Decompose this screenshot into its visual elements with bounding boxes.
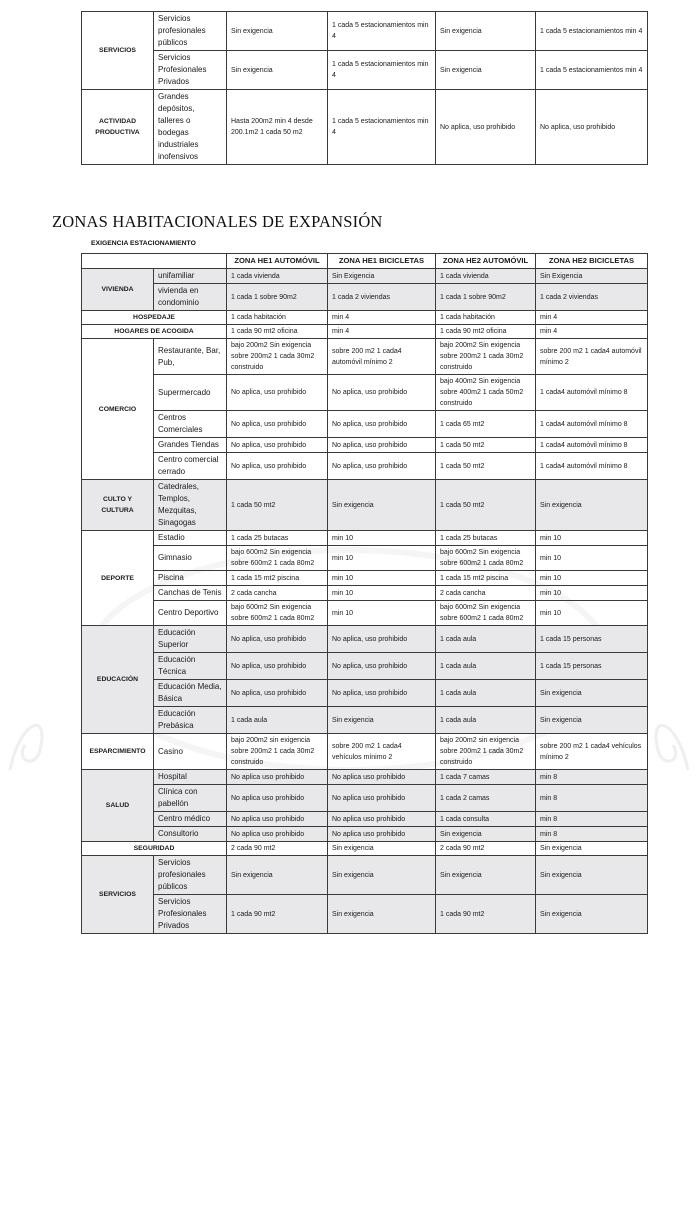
value-cell: Sin exigencia bbox=[536, 680, 648, 707]
value-cell: Sin exigencia bbox=[227, 12, 328, 51]
value-cell: No aplica uso prohibido bbox=[328, 827, 436, 842]
value-cell: sobre 200 m2 1 cada4 automóvil mínimo 2 bbox=[536, 339, 648, 375]
table-row bbox=[82, 531, 648, 546]
value-cell: min 8 bbox=[536, 827, 648, 842]
value-cell: 1 cada4 automóvil mínimo 8 bbox=[536, 411, 648, 438]
table-row bbox=[82, 284, 648, 311]
subcategory-cell: Educación Prebásica bbox=[154, 707, 227, 734]
table-row bbox=[82, 51, 648, 90]
header-he2-auto: ZONA HE2 AUTOMÓVIL bbox=[436, 254, 536, 269]
value-cell: min 10 bbox=[536, 571, 648, 586]
subcategory-cell: vivienda en condominio bbox=[154, 284, 227, 311]
subcategory-cell: Centros Comerciales bbox=[154, 411, 227, 438]
value-cell: min 10 bbox=[536, 531, 648, 546]
value-cell: 1 cada 1 sobre 90m2 bbox=[436, 284, 536, 311]
value-cell: bajo 600m2 Sin exigencia sobre 600m2 1 cada 80m2 bbox=[227, 601, 328, 626]
value-cell: Sin exigencia bbox=[536, 895, 648, 934]
value-cell: 1 cada aula bbox=[436, 653, 536, 680]
subcategory-cell: unifamiliar bbox=[154, 269, 227, 284]
subcategory-cell: Servicios Profesionales Privados bbox=[154, 51, 227, 90]
value-cell: No aplica uso prohibido bbox=[227, 770, 328, 785]
value-cell: Sin exigencia bbox=[436, 51, 536, 90]
table-row bbox=[82, 680, 648, 707]
value-cell: Sin exigencia bbox=[328, 856, 436, 895]
header-row bbox=[82, 254, 648, 269]
subcategory-cell: Gimnasio bbox=[154, 546, 227, 571]
header-he2-bike: ZONA HE2 BICICLETAS bbox=[536, 254, 648, 269]
subcategory-cell: Centro médico bbox=[154, 812, 227, 827]
value-cell: Sin exigencia bbox=[328, 707, 436, 734]
category-cell: HOGARES DE ACOGIDA bbox=[82, 325, 227, 339]
value-cell: No aplica uso prohibido bbox=[328, 770, 436, 785]
section-title: ZONAS HABITACIONALES DE EXPANSIÓN bbox=[52, 212, 383, 231]
table-row bbox=[82, 653, 648, 680]
value-cell: No aplica, uso prohibido bbox=[227, 375, 328, 411]
value-cell: No aplica, uso prohibido bbox=[328, 680, 436, 707]
value-cell: 1 cada 90 mt2 oficina bbox=[227, 325, 328, 339]
value-cell: 1 cada vivienda bbox=[436, 269, 536, 284]
parking-requirements-table bbox=[81, 253, 648, 934]
subcategory-cell: Grandes depósitos, talleres o bodegas industriales inofensivos bbox=[154, 90, 227, 165]
table-row bbox=[82, 707, 648, 734]
table-row bbox=[82, 546, 648, 571]
value-cell: min 10 bbox=[536, 601, 648, 626]
table-row bbox=[82, 812, 648, 827]
value-cell: No aplica uso prohibido bbox=[328, 785, 436, 812]
value-cell: 1 cada 90 mt2 oficina bbox=[436, 325, 536, 339]
section-subtitle: EXIGENCIA ESTACIONAMIENTO bbox=[91, 240, 196, 247]
value-cell: 1 cada aula bbox=[436, 680, 536, 707]
value-cell: No aplica, uso prohibido bbox=[536, 90, 648, 165]
value-cell: Sin exigencia bbox=[328, 480, 436, 531]
value-cell: Sin Exigencia bbox=[328, 269, 436, 284]
value-cell: Sin exigencia bbox=[227, 51, 328, 90]
value-cell: No aplica, uso prohibido bbox=[227, 411, 328, 438]
value-cell: min 10 bbox=[328, 586, 436, 601]
subcategory-cell: Centro Deportivo bbox=[154, 601, 227, 626]
value-cell: min 10 bbox=[328, 601, 436, 626]
subcategory-cell: Educación Media, Básica bbox=[154, 680, 227, 707]
value-cell: 1 cada 5 estacionamientos min 4 bbox=[536, 12, 648, 51]
value-cell: 1 cada 25 butacas bbox=[227, 531, 328, 546]
table-row bbox=[82, 12, 648, 51]
value-cell: min 8 bbox=[536, 770, 648, 785]
value-cell: 1 cada consulta bbox=[436, 812, 536, 827]
value-cell: No aplica, uso prohibido bbox=[328, 653, 436, 680]
value-cell: No aplica, uso prohibido bbox=[328, 626, 436, 653]
value-cell: 1 cada4 automóvil mínimo 8 bbox=[536, 453, 648, 480]
value-cell: 2 cada 90 mt2 bbox=[227, 842, 328, 856]
value-cell: 1 cada aula bbox=[227, 707, 328, 734]
value-cell: 1 cada aula bbox=[436, 626, 536, 653]
value-cell: min 10 bbox=[328, 546, 436, 571]
value-cell: min 8 bbox=[536, 785, 648, 812]
table-row bbox=[82, 626, 648, 653]
value-cell: 2 cada cancha bbox=[436, 586, 536, 601]
table-row bbox=[82, 339, 648, 375]
value-cell: No aplica uso prohibido bbox=[227, 812, 328, 827]
table-row bbox=[82, 734, 648, 770]
value-cell: min 10 bbox=[536, 586, 648, 601]
value-cell: Sin exigencia bbox=[536, 842, 648, 856]
value-cell: Sin exigencia bbox=[436, 827, 536, 842]
table-row bbox=[82, 827, 648, 842]
table-row bbox=[82, 325, 648, 339]
subcategory-cell: Hospital bbox=[154, 770, 227, 785]
value-cell: Sin exigencia bbox=[536, 480, 648, 531]
value-cell: No aplica, uso prohibido bbox=[227, 680, 328, 707]
subcategory-cell: Educación Técnica bbox=[154, 653, 227, 680]
table-row bbox=[82, 571, 648, 586]
value-cell: min 4 bbox=[328, 311, 436, 325]
table-row bbox=[82, 438, 648, 453]
value-cell: No aplica, uso prohibido bbox=[227, 626, 328, 653]
value-cell: Sin exigencia bbox=[436, 856, 536, 895]
value-cell: 1 cada4 automóvil mínimo 8 bbox=[536, 438, 648, 453]
category-cell: EDUCACIÓN bbox=[82, 626, 154, 734]
value-cell: 1 cada 90 mt2 bbox=[227, 895, 328, 934]
table-row bbox=[82, 770, 648, 785]
value-cell: sobre 200 m2 1 cada4 vehículos mínimo 2 bbox=[328, 734, 436, 770]
value-cell: bajo 200m2 sin exigencia sobre 200m2 1 cada 30m2 construido bbox=[436, 734, 536, 770]
value-cell: min 4 bbox=[328, 325, 436, 339]
value-cell: 2 cada cancha bbox=[227, 586, 328, 601]
header-he1-bike: ZONA HE1 BICICLETAS bbox=[328, 254, 436, 269]
subcategory-cell: Catedrales, Templos, Mezquitas, Sinagogas bbox=[154, 480, 227, 531]
category-cell: ACTIVIDAD PRODUCTIVA bbox=[82, 90, 154, 165]
value-cell: bajo 600m2 Sin exigencia sobre 600m2 1 cada 80m2 bbox=[436, 601, 536, 626]
value-cell: No aplica, uso prohibido bbox=[227, 438, 328, 453]
table-row bbox=[82, 375, 648, 411]
table-row bbox=[82, 411, 648, 438]
category-cell: SERVICIOS bbox=[82, 856, 154, 934]
value-cell: No aplica uso prohibido bbox=[227, 785, 328, 812]
value-cell: bajo 200m2 Sin exigencia sobre 200m2 1 cada 30m2 construido bbox=[227, 339, 328, 375]
value-cell: min 4 bbox=[536, 325, 648, 339]
subcategory-cell: Servicios profesionales públicos bbox=[154, 856, 227, 895]
value-cell: 1 cada 5 estacionamientos min 4 bbox=[536, 51, 648, 90]
value-cell: No aplica, uso prohibido bbox=[328, 411, 436, 438]
value-cell: No aplica, uso prohibido bbox=[227, 453, 328, 480]
value-cell: Sin exigencia bbox=[328, 895, 436, 934]
value-cell: 2 cada 90 mt2 bbox=[436, 842, 536, 856]
value-cell: 1 cada 25 butacas bbox=[436, 531, 536, 546]
value-cell: bajo 200m2 sin exigencia sobre 200m2 1 cada 30m2 construido bbox=[227, 734, 328, 770]
subcategory-cell: Clínica con pabellón bbox=[154, 785, 227, 812]
value-cell: 1 cada4 automóvil mínimo 8 bbox=[536, 375, 648, 411]
subcategory-cell: Canchas de Tenis bbox=[154, 586, 227, 601]
value-cell: 1 cada 15 mt2 piscina bbox=[227, 571, 328, 586]
value-cell: No aplica uso prohibido bbox=[227, 827, 328, 842]
subcategory-cell: Estadio bbox=[154, 531, 227, 546]
value-cell: 1 cada 2 viviendas bbox=[328, 284, 436, 311]
value-cell: 1 cada 90 mt2 bbox=[436, 895, 536, 934]
value-cell: 1 cada aula bbox=[436, 707, 536, 734]
table-row bbox=[82, 785, 648, 812]
value-cell: min 10 bbox=[328, 531, 436, 546]
value-cell: 1 cada 50 mt2 bbox=[227, 480, 328, 531]
subcategory-cell: Servicios Profesionales Privados bbox=[154, 895, 227, 934]
value-cell: 1 cada 2 camas bbox=[436, 785, 536, 812]
value-cell: Sin Exigencia bbox=[536, 269, 648, 284]
value-cell: 1 cada 5 estacionamientos min 4 bbox=[328, 51, 436, 90]
value-cell: Sin exigencia bbox=[227, 856, 328, 895]
value-cell: bajo 600m2 Sin exigencia sobre 600m2 1 cada 80m2 bbox=[227, 546, 328, 571]
header-empty bbox=[82, 254, 227, 269]
table-row bbox=[82, 269, 648, 284]
value-cell: No aplica, uso prohibido bbox=[227, 653, 328, 680]
value-cell: 1 cada 1 sobre 90m2 bbox=[227, 284, 328, 311]
value-cell: 1 cada 2 viviendas bbox=[536, 284, 648, 311]
value-cell: sobre 200 m2 1 cada4 automóvil mínimo 2 bbox=[328, 339, 436, 375]
value-cell: Sin exigencia bbox=[536, 856, 648, 895]
value-cell: 1 cada habitación bbox=[436, 311, 536, 325]
category-cell: HOSPEDAJE bbox=[82, 311, 227, 325]
value-cell: min 10 bbox=[536, 546, 648, 571]
subcategory-cell: Educación Superior bbox=[154, 626, 227, 653]
value-cell: 1 cada 15 mt2 piscina bbox=[436, 571, 536, 586]
value-cell: No aplica uso prohibido bbox=[328, 812, 436, 827]
value-cell: 1 cada 15 personas bbox=[536, 626, 648, 653]
table-row bbox=[82, 453, 648, 480]
subcategory-cell: Supermercado bbox=[154, 375, 227, 411]
table-row bbox=[82, 586, 648, 601]
category-cell: ESPARCIMIENTO bbox=[82, 734, 154, 770]
table-row bbox=[82, 842, 648, 856]
subcategory-cell: Grandes Tiendas bbox=[154, 438, 227, 453]
value-cell: 1 cada 15 personas bbox=[536, 653, 648, 680]
category-cell: SERVICIOS bbox=[82, 12, 154, 90]
table-row bbox=[82, 601, 648, 626]
value-cell: sobre 200 m2 1 cada4 vehículos mínimo 2 bbox=[536, 734, 648, 770]
value-cell: 1 cada 5 estacionamientos min 4 bbox=[328, 12, 436, 51]
value-cell: Hasta 200m2 min 4 desde 200.1m2 1 cada 50 m2 bbox=[227, 90, 328, 165]
value-cell: 1 cada 50 mt2 bbox=[436, 453, 536, 480]
header-he1-auto: ZONA HE1 AUTOMÓVIL bbox=[227, 254, 328, 269]
subcategory-cell: Consultorio bbox=[154, 827, 227, 842]
category-cell: CULTO Y CULTURA bbox=[82, 480, 154, 531]
value-cell: 1 cada 50 mt2 bbox=[436, 438, 536, 453]
value-cell: No aplica, uso prohibido bbox=[328, 438, 436, 453]
subcategory-cell: Servicios profesionales públicos bbox=[154, 12, 227, 51]
table-row bbox=[82, 895, 648, 934]
value-cell: 1 cada 5 estacionamientos min 4 bbox=[328, 90, 436, 165]
value-cell: 1 cada habitación bbox=[227, 311, 328, 325]
value-cell: bajo 200m2 Sin exigencia sobre 200m2 1 cada 30m2 construido bbox=[436, 339, 536, 375]
category-cell: DEPORTE bbox=[82, 531, 154, 626]
table-row bbox=[82, 90, 648, 165]
table-row bbox=[82, 480, 648, 531]
table-row bbox=[82, 856, 648, 895]
continued-table bbox=[81, 11, 648, 165]
value-cell: Sin exigencia bbox=[328, 842, 436, 856]
subcategory-cell: Restaurante, Bar, Pub, bbox=[154, 339, 227, 375]
subcategory-cell: Piscina bbox=[154, 571, 227, 586]
value-cell: bajo 600m2 Sin exigencia sobre 600m2 1 cada 80m2 bbox=[436, 546, 536, 571]
value-cell: 1 cada 50 mt2 bbox=[436, 480, 536, 531]
subcategory-cell: Casino bbox=[154, 734, 227, 770]
value-cell: Sin exigencia bbox=[436, 12, 536, 51]
value-cell: min 10 bbox=[328, 571, 436, 586]
subcategory-cell: Centro comercial cerrado bbox=[154, 453, 227, 480]
value-cell: No aplica, uso prohibido bbox=[328, 375, 436, 411]
value-cell: 1 cada vivienda bbox=[227, 269, 328, 284]
category-cell: VIVIENDA bbox=[82, 269, 154, 311]
category-cell: SALUD bbox=[82, 770, 154, 842]
table-row bbox=[82, 311, 648, 325]
value-cell: No aplica, uso prohibido bbox=[328, 453, 436, 480]
value-cell: No aplica, uso prohibido bbox=[436, 90, 536, 165]
value-cell: min 8 bbox=[536, 812, 648, 827]
value-cell: Sin exigencia bbox=[536, 707, 648, 734]
value-cell: 1 cada 65 mt2 bbox=[436, 411, 536, 438]
value-cell: min 4 bbox=[536, 311, 648, 325]
value-cell: 1 cada 7 camas bbox=[436, 770, 536, 785]
category-cell: SEGURIDAD bbox=[82, 842, 227, 856]
category-cell: COMERCIO bbox=[82, 339, 154, 480]
value-cell: bajo 400m2 Sin exigencia sobre 400m2 1 cada 50m2 construido bbox=[436, 375, 536, 411]
